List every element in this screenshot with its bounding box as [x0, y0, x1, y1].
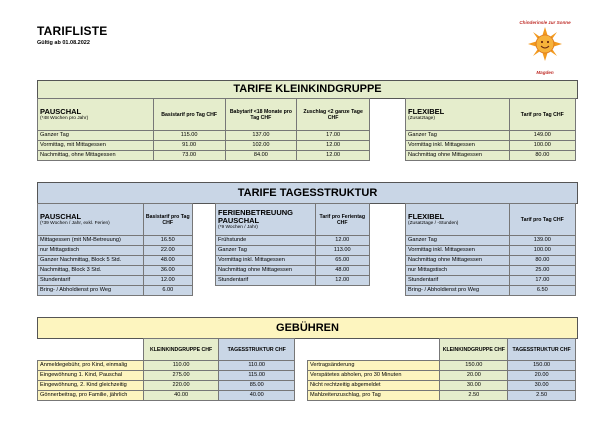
gebuehren-right-corner	[308, 339, 440, 361]
tages-ferien-col-tarif: Tarif pro Ferientag CHF	[315, 204, 369, 236]
row-value: 91.00	[153, 141, 225, 151]
table-row	[38, 266, 193, 276]
row-value: 80.00	[509, 256, 575, 266]
row-label: Nachmittag ohne Mittagessen	[216, 266, 316, 276]
gebuehren-right-table	[307, 338, 576, 401]
gebuehren-right-col-klein: KLEINKINDGRUPPE CHF	[440, 339, 508, 361]
row-value: 113.00	[315, 246, 369, 256]
row-value: 17.00	[297, 131, 370, 141]
tages-pauschal-heading: PAUSCHAL (*39 Wochen / Jahr, exkl. Ferien)	[38, 204, 144, 236]
row-label: Vormittag, mit Mittagessen	[38, 141, 154, 151]
klein-flex-col-tarif: Tarif pro Tag CHF	[509, 99, 575, 131]
row-value: 115.00	[219, 371, 295, 381]
klein-title-text: TARIFE KLEINKINDGRUPPE	[233, 83, 382, 95]
table-row	[308, 371, 576, 381]
row-value: 20.00	[508, 371, 576, 381]
row-value: 65.00	[315, 256, 369, 266]
table-row	[308, 391, 576, 401]
row-value: 149.00	[509, 131, 575, 141]
row-value: 2.50	[508, 391, 576, 401]
tages-flexibel-heading: FLEXIBEL (Zusatztage / -Stunden)	[406, 204, 510, 236]
table-row	[38, 371, 295, 381]
tages-section-title	[37, 182, 578, 204]
row-value: 48.00	[143, 256, 192, 266]
klein-flexibel-table	[405, 98, 576, 161]
row-value: 2.50	[440, 391, 508, 401]
klein-col-zuschlag: Zuschlag <2 ganze Tage CHF	[297, 99, 370, 131]
row-value: 16.50	[143, 236, 192, 246]
row-label: Frühstunde	[216, 236, 316, 246]
row-value: 115.00	[153, 131, 225, 141]
row-label: Mittagessen (mit NM-Betreuung)	[38, 236, 144, 246]
row-label: Eingewöhnung 1. Kind, Pauschal	[38, 371, 144, 381]
gebuehren-left-col-tages: TAGESSTRUKTUR CHF	[219, 339, 295, 361]
table-row	[38, 381, 295, 391]
klein-pauschal-heading: PAUSCHAL (*48 Wochen pro Jahr)	[38, 99, 154, 131]
table-row	[406, 131, 576, 141]
table-row	[406, 151, 576, 161]
row-label: Vertragsänderung	[308, 361, 440, 371]
klein-col-basistarif: Basistarif pro Tag CHF	[153, 99, 225, 131]
row-label: Verspätetes abholen, pro 30 Minuten	[308, 371, 440, 381]
row-value: 48.00	[315, 266, 369, 276]
row-value: 137.00	[225, 131, 297, 141]
table-row	[406, 236, 576, 246]
row-label: Ganzer Tag	[38, 131, 154, 141]
row-label: Ganzer Tag	[216, 246, 316, 256]
row-value: 12.00	[315, 276, 369, 286]
row-label: Ganzer Tag	[406, 236, 510, 246]
row-label: Bring- / Abholdienst pro Weg	[406, 286, 510, 296]
row-label: Nicht rechtzeitig abgemeldet	[308, 381, 440, 391]
table-row	[38, 286, 193, 296]
gebuehren-left-corner	[38, 339, 144, 361]
page-title: TARIFLISTE	[37, 24, 108, 38]
table-row	[38, 246, 193, 256]
table-row	[38, 256, 193, 266]
tages-flex-col-tarif: Tarif pro Tag CHF	[509, 204, 575, 236]
gebuehren-title-text: GEBÜHREN	[276, 322, 339, 334]
row-value: 30.00	[440, 381, 508, 391]
row-label: Mahlzeitenzuschlag, pro Tag	[308, 391, 440, 401]
row-value: 12.00	[297, 151, 370, 161]
row-value: 84.00	[225, 151, 297, 161]
row-value: 150.00	[440, 361, 508, 371]
table-row	[308, 361, 576, 371]
table-row	[308, 381, 576, 391]
row-label: Vormittag inkl. Mittagessen	[406, 141, 510, 151]
row-value: 6.00	[143, 286, 192, 296]
gebuehren-right-col-tages: TAGESSTRUKTUR CHF	[508, 339, 576, 361]
row-label: Anmeldegebühr, pro Kind, einmalig	[38, 361, 144, 371]
row-value: 85.00	[219, 381, 295, 391]
row-value: 110.00	[219, 361, 295, 371]
table-row	[406, 286, 576, 296]
logo	[515, 20, 575, 80]
table-row	[216, 266, 370, 276]
row-value: 40.00	[219, 391, 295, 401]
klein-flexibel-heading: FLEXIBEL (Zusatztage)	[406, 99, 510, 131]
table-row	[38, 141, 370, 151]
table-row	[216, 236, 370, 246]
row-label: nur Mittagstisch	[38, 246, 144, 256]
table-row	[38, 276, 193, 286]
table-row	[216, 246, 370, 256]
table-row	[406, 246, 576, 256]
row-label: Stundentarif	[406, 276, 510, 286]
table-row	[406, 276, 576, 286]
row-value: 100.00	[509, 141, 575, 151]
gebuehren-left-col-klein: KLEINKINDGRUPPE CHF	[143, 339, 219, 361]
row-label: Ganzer Tag	[406, 131, 510, 141]
table-row	[38, 391, 295, 401]
tages-flexibel-table	[405, 203, 576, 296]
table-row	[38, 151, 370, 161]
row-label: Stundentarif	[216, 276, 316, 286]
table-row	[406, 266, 576, 276]
row-value: 12.00	[143, 276, 192, 286]
row-value: 17.00	[509, 276, 575, 286]
row-label: Nachmittag ohne Mittagessen	[406, 151, 510, 161]
klein-pauschal-table	[37, 98, 370, 161]
row-value: 80.00	[509, 151, 575, 161]
klein-section-title	[37, 80, 578, 99]
row-value: 12.00	[297, 141, 370, 151]
valid-from-date: Gültig ab 01.08.2022	[37, 40, 90, 46]
logo-text-bottom: Magden	[536, 70, 554, 75]
table-row	[216, 256, 370, 266]
row-label: Gönnerbeitrag, pro Familie, jährlich	[38, 391, 144, 401]
row-value: 150.00	[508, 361, 576, 371]
tages-title-text: TARIFE TAGESSTRUKTUR	[237, 187, 378, 199]
row-label: Vormittag inkl. Mittagessen	[216, 256, 316, 266]
row-value: 110.00	[143, 361, 219, 371]
row-value: 220.00	[143, 381, 219, 391]
row-value: 73.00	[153, 151, 225, 161]
row-value: 30.00	[508, 381, 576, 391]
row-value: 102.00	[225, 141, 297, 151]
gebuehren-left-table	[37, 338, 295, 401]
row-value: 25.00	[509, 266, 575, 276]
row-label: Vormittag inkl. Mittagessen	[406, 246, 510, 256]
table-row	[406, 256, 576, 266]
row-label: Nachmittag, ohne Mittagessen	[38, 151, 154, 161]
table-row	[38, 236, 193, 246]
klein-col-babytarif: Babytarif <18 Monate pro Tag CHF	[225, 99, 297, 131]
row-value: 6.50	[509, 286, 575, 296]
row-value: 100.00	[509, 246, 575, 256]
tages-ferien-heading: FERIENBETREUUNG PAUSCHAL (*9 Wochen / Jahr)	[216, 204, 316, 236]
row-label: Stundentarif	[38, 276, 144, 286]
tages-col-basistarif: Basistarif pro Tag CHF	[143, 204, 192, 236]
row-value: 12.00	[315, 236, 369, 246]
row-label: Nachmittag, Block 3 Std.	[38, 266, 144, 276]
row-label: Eingewöhnung, 2. Kind gleichzeitig	[38, 381, 144, 391]
table-row	[38, 361, 295, 371]
gebuehren-section-title	[37, 317, 578, 339]
row-label: Bring- / Abholdienst pro Weg	[38, 286, 144, 296]
table-row	[216, 276, 370, 286]
row-value: 275.00	[143, 371, 219, 381]
tages-ferien-table	[215, 203, 370, 286]
tages-pauschal-table	[37, 203, 193, 296]
sun-icon	[528, 27, 562, 61]
row-value: 22.00	[143, 246, 192, 256]
row-value: 36.00	[143, 266, 192, 276]
table-row	[38, 131, 370, 141]
row-label: Ganzer Nachmittag, Block 5 Std.	[38, 256, 144, 266]
row-label: Nachmittag ohne Mittagessen	[406, 256, 510, 266]
table-row	[406, 141, 576, 151]
row-value: 20.00	[440, 371, 508, 381]
row-label: nur Mittagstisch	[406, 266, 510, 276]
row-value: 139.00	[509, 236, 575, 246]
row-value: 40.00	[143, 391, 219, 401]
logo-text-top: Chinderinsle zur Sonne	[519, 20, 571, 25]
